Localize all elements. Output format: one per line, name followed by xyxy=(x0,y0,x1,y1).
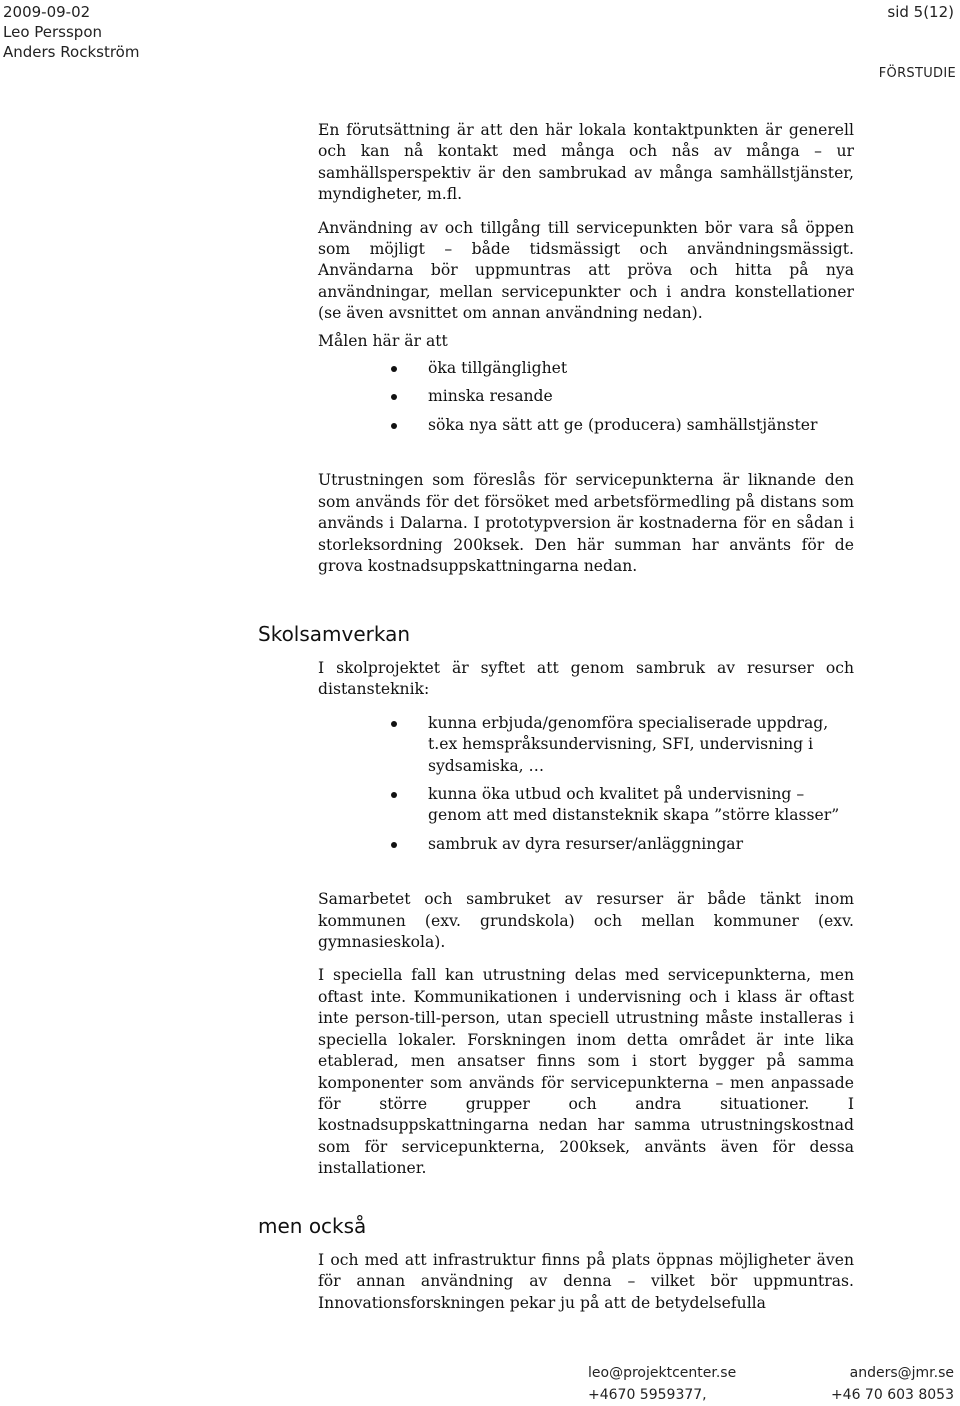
footer-contact-anders xyxy=(831,1362,954,1406)
paragraph: Användning av och tillgång till servicepunkten bör vara så öppen som möjligt – både tidsmässigt och användningsmässigt. Användarna bör uppmuntras att pröva och hitta på nya användningar, mellan servicepunkter och i andra konstellationer (se även avsnittet om annan användning nedan). xyxy=(318,218,854,323)
section-heading: men också xyxy=(258,1214,367,1238)
footer-contact-leo xyxy=(588,1362,736,1406)
goals-list xyxy=(318,358,854,436)
section-skolsamverkan xyxy=(318,658,854,1180)
phone-number: +46 70 603 8053 xyxy=(830,1387,954,1403)
email-address: leo@projektcenter.se xyxy=(588,1365,737,1381)
section-servicepunkt xyxy=(318,120,854,577)
paragraph: I och med att infrastruktur finns på plats öppnas möjligheter även för annan användning av denna – vilket bör uppmuntras. Innovationsforskningen pekar ju på att de betydelsefulla xyxy=(318,1251,854,1312)
author-name: Anders Rockström xyxy=(3,43,140,61)
list-item: kunna öka utbud och kvalitet på undervisning – genom att med distansteknik skapa ”större klasser” xyxy=(318,784,854,827)
list-item: kunna erbjuda/genomföra specialiserade uppdrag, t.ex hemspråksundervisning, SFI, undervisning i sydsamiska, … xyxy=(318,713,854,777)
goals-intro: Målen här är att xyxy=(318,331,448,350)
paragraph: En förutsättning är att den här lokala kontaktpunkten är generell och kan nå kontakt med många och nås av många – ur samhällsperspektiv är den sambrukad av många samhällstjänster, myndigheter, m.fl. xyxy=(318,121,854,204)
paragraph: Utrustningen som föreslås för servicepunkterna är liknande den som används för det försöket med arbetsförmedling på distans som används i Dalarna. I prototypversion är kostnaderna för en sådan i storleksordning 200ksek. Den här summan har använts för de grova kostnadsuppskattningarna nedan. xyxy=(318,471,854,575)
paragraph: I skolprojektet är syftet att genom sambruk av resurser och distansteknik: xyxy=(318,659,854,699)
bullet-icon xyxy=(391,792,397,798)
list-item: söka nya sätt att ge (producera) samhällstjänster xyxy=(318,415,854,436)
list-item: öka tillgänglighet xyxy=(318,358,854,379)
author-name: Leo Persspon xyxy=(3,23,103,41)
bullet-icon xyxy=(391,423,397,429)
document-date: 2009-09-02 xyxy=(3,3,91,21)
phone-number: +4670 5959377, xyxy=(588,1387,707,1403)
list-item: sambruk av dyra resurser/anläggningar xyxy=(318,834,854,855)
header-left xyxy=(3,2,139,62)
bullet-icon xyxy=(391,394,397,400)
list-item: minska resande xyxy=(318,386,854,407)
page-number: sid 5(12) xyxy=(887,3,954,21)
bullet-icon xyxy=(391,721,397,727)
purpose-list xyxy=(318,713,854,855)
bullet-icon xyxy=(391,366,397,372)
paragraph: I speciella fall kan utrustning delas med servicepunkterna, men oftast inte. Kommunikationen i undervisning och i klass är oftast inte person-till-person, utan speciell utrustning måste installeras i speciella lokaler. Forskningen inom detta området är inte lika etablerad, men ansatser finns som i stort bygger på samma komponenter som används för servicepunkterna – men anpassade för större grupper och andra situationer. I kostnadsuppskattningarna nedan har samma utrustningskostnad som för servicepunkterna, 200ksek, använts även för dessa installationer. xyxy=(318,966,854,1178)
document-type: FÖRSTUDIE xyxy=(878,66,956,81)
bullet-icon xyxy=(391,842,397,848)
section-men-ocksa xyxy=(318,1250,854,1314)
paragraph: Samarbetet och sambruket av resurser är både tänkt inom kommunen (exv. grundskola) och mellan kommuner (exv. gymnasieskola). xyxy=(318,890,854,952)
email-address: anders@jmr.se xyxy=(849,1365,954,1381)
section-heading: Skolsamverkan xyxy=(258,622,411,646)
